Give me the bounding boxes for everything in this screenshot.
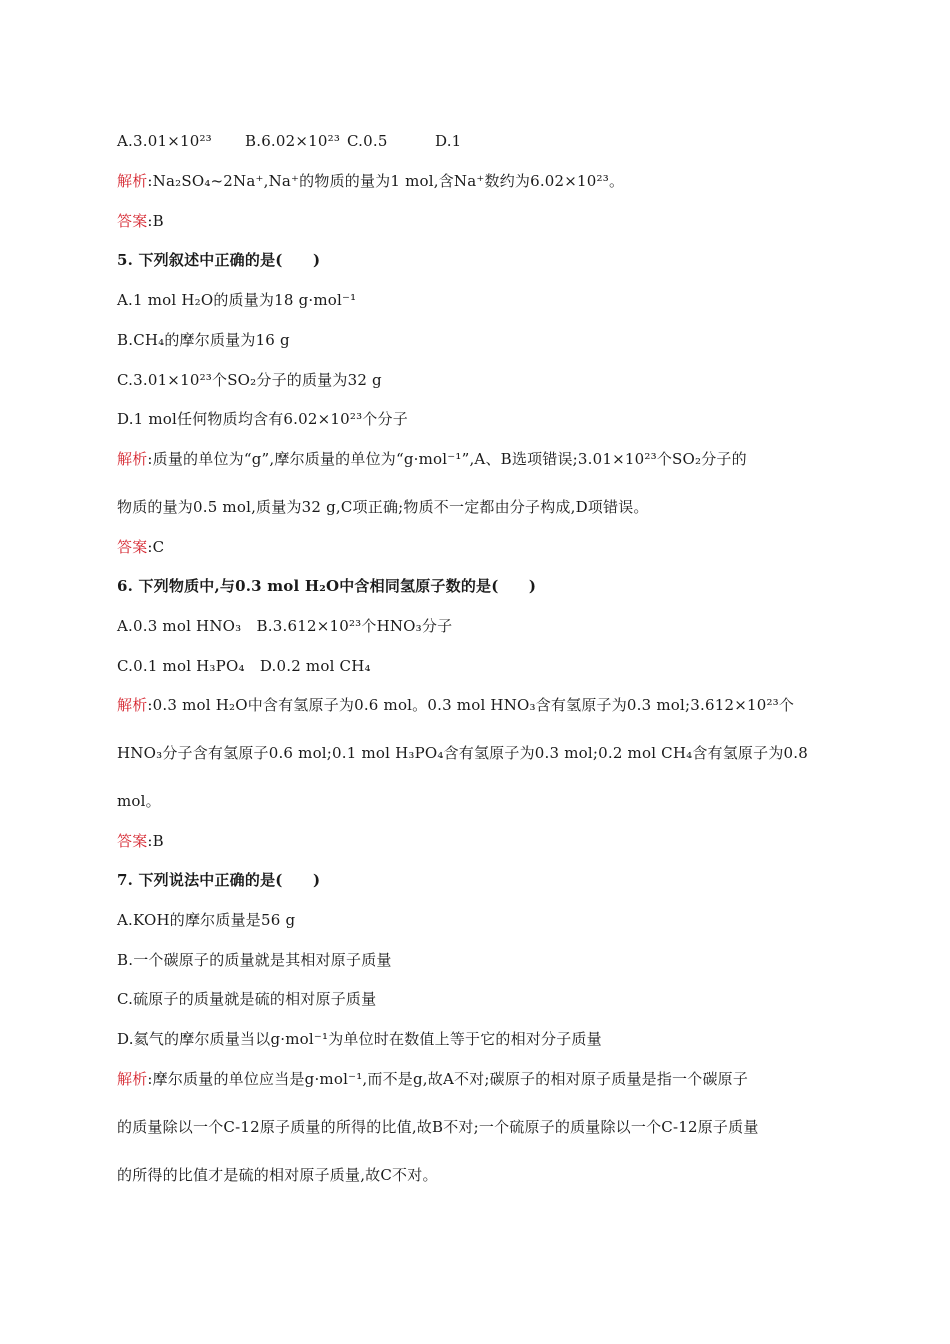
analysis-text: :Na₂SO₄~2Na⁺,Na⁺的物质的量为1 mol,含Na⁺数约为6.02×10²³。	[147, 172, 625, 190]
analysis-text: :0.3 mol H₂O中含有氢原子为0.6 mol。0.3 mol HNO₃含有氢原子为0.3 mol;3.612×10²³个	[147, 696, 795, 714]
q6-analysis-line-2: HNO₃分子含有氢原子0.6 mol;0.1 mol H₃PO₄含有氢原子为0.3 mol;0.2 mol CH₄含有氢原子为0.8	[117, 744, 808, 762]
analysis-text: :摩尔质量的单位应当是g·mol⁻¹,而不是g,故A不对;碳原子的相对原子质量是指一个碳原子	[147, 1070, 749, 1088]
q6-stem: 6. 下列物质中,与0.3 mol H₂O中含相同氢原子数的是( )	[117, 577, 537, 595]
q7-option-c: C.硫原子的质量就是硫的相对原子质量	[117, 990, 377, 1008]
analysis-label: 解析	[117, 696, 148, 714]
q5-option-b: B.CH₄的摩尔质量为16 g	[117, 331, 290, 349]
analysis-text: :质量的单位为“g”,摩尔质量的单位为“g·mol⁻¹”,A、B选项错误;3.01×10²³个SO₂分子的	[147, 450, 747, 468]
q5-option-a: A.1 mol H₂O的质量为18 g·mol⁻¹	[117, 291, 357, 309]
q6-options-ab: A.0.3 mol HNO₃ B.3.612×10²³个HNO₃分子	[117, 617, 453, 635]
q7-analysis-line-1	[117, 1069, 748, 1089]
answer-label: 答案	[117, 832, 148, 850]
analysis-label: 解析	[117, 1070, 148, 1088]
q5-stem: 5. 下列叙述中正确的是( )	[117, 251, 321, 269]
q6-options-cd: C.0.1 mol H₃PO₄ D.0.2 mol CH₄	[117, 657, 371, 675]
answer-label: 答案	[117, 212, 148, 230]
q5-option-c: C.3.01×10²³个SO₂分子的质量为32 g	[117, 371, 382, 389]
answer-value: :B	[147, 832, 164, 850]
q5-analysis-line-2: 物质的量为0.5 mol,质量为32 g,C项正确;物质不一定都由分子构成,D项错误。	[117, 498, 649, 516]
answer-value: :C	[147, 538, 165, 556]
q7-option-b: B.一个碳原子的质量就是其相对原子质量	[117, 951, 392, 969]
q6-analysis-line-1	[117, 695, 794, 715]
q4-answer	[117, 211, 164, 231]
q4-option-c: C.0.5	[347, 132, 388, 150]
q5-option-d: D.1 mol任何物质均含有6.02×10²³个分子	[117, 410, 408, 428]
q4-analysis	[117, 171, 624, 191]
q4-option-d: D.1	[435, 132, 462, 150]
answer-value: :B	[147, 212, 164, 230]
q7-option-d: D.氦气的摩尔质量当以g·mol⁻¹为单位时在数值上等于它的相对分子质量	[117, 1030, 602, 1048]
q5-analysis-line-1	[117, 449, 747, 469]
q7-option-a: A.KOH的摩尔质量是56 g	[117, 911, 296, 929]
analysis-label: 解析	[117, 450, 148, 468]
q6-analysis-line-3: mol。	[117, 792, 161, 810]
q4-option-b: B.6.02×10²³	[245, 132, 341, 150]
q4-option-a: A.3.01×10²³	[117, 132, 212, 150]
q7-analysis-line-2: 的质量除以一个C-12原子质量的所得的比值,故B不对;一个硫原子的质量除以一个C-12原子质量	[117, 1118, 759, 1136]
q7-stem: 7. 下列说法中正确的是( )	[117, 871, 321, 889]
q7-analysis-line-3: 的所得的比值才是硫的相对原子质量,故C不对。	[117, 1166, 438, 1184]
answer-label: 答案	[117, 538, 148, 556]
q6-answer	[117, 831, 164, 851]
analysis-label: 解析	[117, 172, 148, 190]
q5-answer	[117, 537, 164, 557]
